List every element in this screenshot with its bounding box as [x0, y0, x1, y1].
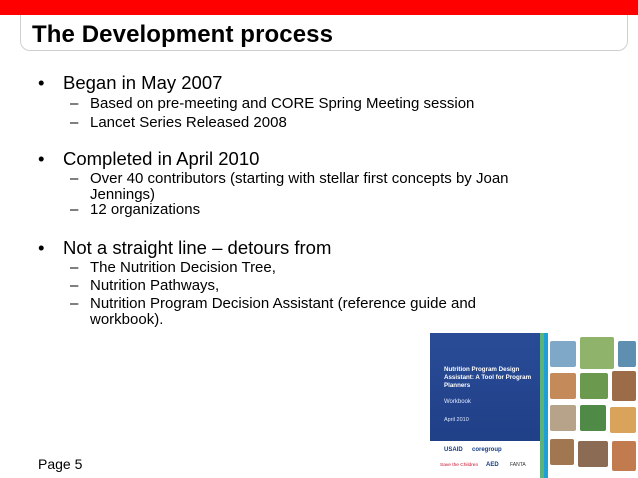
sub-bullet-text: Based on pre-meeting and CORE Spring Meeting session: [90, 95, 475, 112]
page-number: Page 5: [38, 456, 83, 472]
save-the-children-logo: Save the Children: [440, 463, 479, 468]
dash-icon: –: [70, 201, 79, 218]
cover-photo-grid: [548, 333, 638, 478]
photo-thumbnail: [610, 407, 636, 433]
photo-thumbnail: [550, 341, 576, 367]
cover-date: April 2010: [444, 417, 469, 423]
photo-thumbnail: [550, 373, 576, 399]
bullet-text: Began in May 2007: [63, 72, 223, 93]
sub-bullet-text: The Nutrition Decision Tree,: [90, 259, 276, 276]
photo-thumbnail: [580, 337, 614, 369]
photo-thumbnail: [580, 373, 608, 399]
photo-thumbnail: [618, 341, 636, 367]
dash-icon: –: [70, 170, 79, 187]
booklet-cover-image: [430, 333, 638, 478]
bullet-dot-icon: •: [38, 237, 45, 258]
photo-thumbnail: [580, 405, 606, 431]
cover-title: Nutrition Program Design Assistant: A Tool for Program Planners: [444, 366, 532, 389]
dash-icon: –: [70, 95, 79, 112]
aed-logo: AED: [486, 462, 499, 468]
photo-thumbnail: [612, 371, 636, 401]
photo-thumbnail: [578, 441, 608, 467]
bullet-text: Completed in April 2010: [63, 148, 260, 169]
photo-thumbnail: [612, 441, 636, 471]
fanta-logo: FANTA: [510, 462, 526, 468]
cover-logo-strip: [430, 441, 540, 478]
core-group-logo: coregroup: [472, 447, 502, 453]
photo-thumbnail: [550, 439, 574, 465]
dash-icon: –: [70, 259, 79, 276]
sub-bullet-text: 12 organizations: [90, 201, 201, 218]
bullet-dot-icon: •: [38, 72, 45, 93]
sub-bullet-text: Over 40 contributors (starting with stellar first concepts by Joan Jennings): [90, 170, 509, 203]
cover-panel: [430, 333, 540, 478]
bullet-text: Not a straight line – detours from: [63, 237, 332, 258]
sub-bullet-text: Lancet Series Released 2008: [90, 114, 287, 131]
photo-thumbnail: [550, 405, 576, 431]
sub-bullet-text: Nutrition Pathways,: [90, 277, 220, 294]
top-red-bar: [0, 0, 638, 15]
dash-icon: –: [70, 114, 79, 131]
usaid-logo: USAID: [444, 447, 463, 453]
cover-subtitle: Workbook: [444, 399, 471, 405]
slide-title: The Development process: [32, 21, 334, 48]
dash-icon: –: [70, 277, 79, 294]
sub-bullet-text: Nutrition Program Decision Assistant (reference guide and workbook).: [90, 295, 477, 328]
bullet-dot-icon: •: [38, 148, 45, 169]
dash-icon: –: [70, 295, 79, 312]
